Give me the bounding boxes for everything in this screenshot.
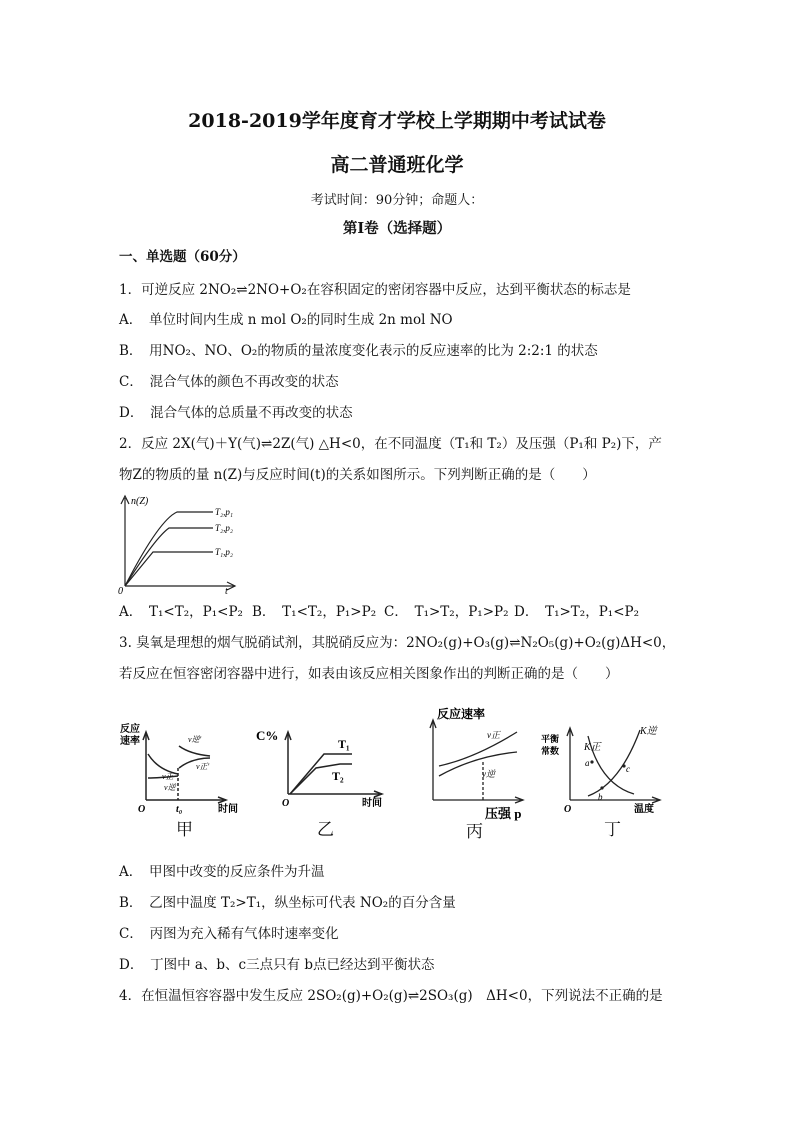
- jia-x-label: 时间: [218, 804, 238, 815]
- q4-stem: 4．在恒温恒容容器中发生反应 2SO₂(g)+O₂(g)⇌2SO₃(g) ΔH<0，下列说法不正确的是: [119, 988, 663, 1004]
- q3-figure-jia: [118, 720, 248, 815]
- q1-option-b: B． 用NO₂、NO、O₂的物质的量浓度变化表示的反应速率的比为 2:2:1 的状态: [119, 343, 598, 359]
- ding-label-c: c: [626, 764, 630, 774]
- q2-graph: [115, 490, 255, 595]
- q3-option-a: A． 甲图中改变的反应条件为升温: [119, 864, 325, 880]
- jia-v-zheng-prime: v正′: [196, 762, 210, 771]
- yi-t2-label: T₂: [332, 769, 344, 783]
- q3-figure-ding: [540, 722, 680, 817]
- q2-y-label: n(Z): [131, 496, 149, 507]
- jia-v-zheng-curve: [148, 754, 178, 774]
- exam-info: 考试时间：90分钟；命题人：: [310, 193, 484, 208]
- q2-option-b: B． T₁<T₂，P₁>P₂: [252, 604, 377, 620]
- bing-v-ni-curve: [439, 752, 517, 776]
- yi-y-label: C%: [256, 728, 279, 743]
- q3-stem-line2: 若反应在恒容密闭容器中进行，如表由该反应相关图象作出的判断正确的是（ ）: [119, 666, 619, 682]
- bing-caption: 丙: [466, 822, 483, 842]
- q3-option-b: B． 乙图中温度 T₂>T₁，纵坐标可代表 NO₂的百分含量: [119, 895, 456, 911]
- q1-stem: 1．可逆反应 2NO₂⇌2NO+O₂在容积固定的密闭容器中反应，达到平衡状态的标志是: [119, 282, 631, 298]
- section-heading: 一、单选题（60分）: [119, 249, 246, 265]
- q2-curve-2: [125, 528, 213, 586]
- bing-x-label: 压强 p: [485, 806, 522, 821]
- jia-v-zheng: v正: [162, 772, 174, 781]
- jia-v-ni: v逆: [164, 783, 176, 792]
- q2-stem-line1: 2．反应 2X(气)＋Y(气)⇌2Z(气) △H<0，在不同温度（T₁和 T₂）及压强（P₁和 P₂)下，产: [119, 436, 662, 452]
- ding-k-ni-curve: [588, 730, 640, 796]
- ding-point-a: [590, 760, 593, 763]
- q2-curve-1-label: T₂,p₁: [215, 507, 234, 517]
- q2-x-label: t: [225, 586, 228, 595]
- bing-v-zheng-curve: [439, 732, 517, 766]
- q3-option-d: D． 丁图中 a、b、c三点只有 b点已经达到平衡状态: [119, 957, 435, 973]
- q1-option-c: C． 混合气体的颜色不再改变的状态: [119, 374, 339, 390]
- jia-origin: O: [138, 804, 146, 815]
- exam-subtitle: 高二普通班化学: [330, 154, 464, 176]
- q3-figure-yi: [254, 724, 394, 814]
- ding-caption: 丁: [604, 820, 621, 840]
- jia-y-label-2: 速率: [120, 736, 140, 747]
- jia-v-ni-prime-curve: [179, 746, 210, 756]
- q3-stem-line1: 3. 臭氧是理想的烟气脱硝试剂，其脱硝反应为：2NO₂(g)+O₃(g)⇌N₂O₅(g)+O₂(g)ΔH<0，: [119, 635, 676, 651]
- ding-origin: O: [564, 804, 572, 815]
- ding-x-label: 温度: [634, 804, 654, 815]
- exam-title: 2018-2019学年度育才学校上学期期中考试试卷: [188, 110, 606, 132]
- q1-option-a: A． 单位时间内生成 n mol O₂的同时生成 2n mol NO: [119, 312, 453, 328]
- q2-stem-line2: 物Z的物质的量 n(Z)与反应时间(t)的关系如图所示。下列判断正确的是（ ）: [119, 467, 596, 483]
- yi-x-label: 时间: [362, 798, 382, 809]
- q2-option-d: D． T₁>T₂，P₁<P₂: [514, 604, 640, 620]
- q2-option-a: A． T₁<T₂，P₁<P₂: [119, 604, 243, 620]
- yi-t1-label: T₁: [338, 737, 350, 751]
- ding-y-label-1: 平衡: [541, 734, 560, 744]
- ding-k-zheng: K正: [584, 742, 601, 753]
- q2-origin: 0: [118, 586, 123, 595]
- q2-option-c: C． T₁>T₂，P₁>P₂: [384, 604, 509, 620]
- q3-option-c: C． 丙图为充入稀有气体时速率变化: [119, 926, 339, 942]
- jia-t0: t₀: [176, 804, 183, 815]
- q2-curve-3-label: T₁,p₂: [215, 547, 234, 557]
- ding-k-ni: K逆: [640, 726, 657, 737]
- q3-figure-bing: [425, 704, 537, 824]
- q1-option-d: D． 混合气体的总质量不再改变的状态: [119, 405, 353, 421]
- jia-y-label-1: 反应: [120, 724, 140, 735]
- ding-point-b: [600, 786, 603, 789]
- bing-y-label: 反应速率: [437, 707, 486, 721]
- ding-y-label-2: 常数: [541, 746, 560, 756]
- q2-curve-2-label: T₂,p₂: [215, 523, 234, 533]
- volume-heading: 第I卷（选择题）: [342, 220, 452, 237]
- bing-v-ni: v逆: [482, 769, 495, 779]
- jia-v-ni-prime: v逆′: [188, 735, 202, 744]
- ding-label-a: a: [585, 758, 590, 768]
- ding-label-b: b: [598, 792, 603, 802]
- q2-curve-3: [125, 552, 213, 586]
- yi-caption: 乙: [317, 820, 334, 840]
- jia-caption: 甲: [176, 820, 193, 840]
- bing-v-zheng: v正: [487, 730, 500, 740]
- q2-curve-1: [125, 512, 213, 586]
- yi-origin: O: [282, 798, 290, 809]
